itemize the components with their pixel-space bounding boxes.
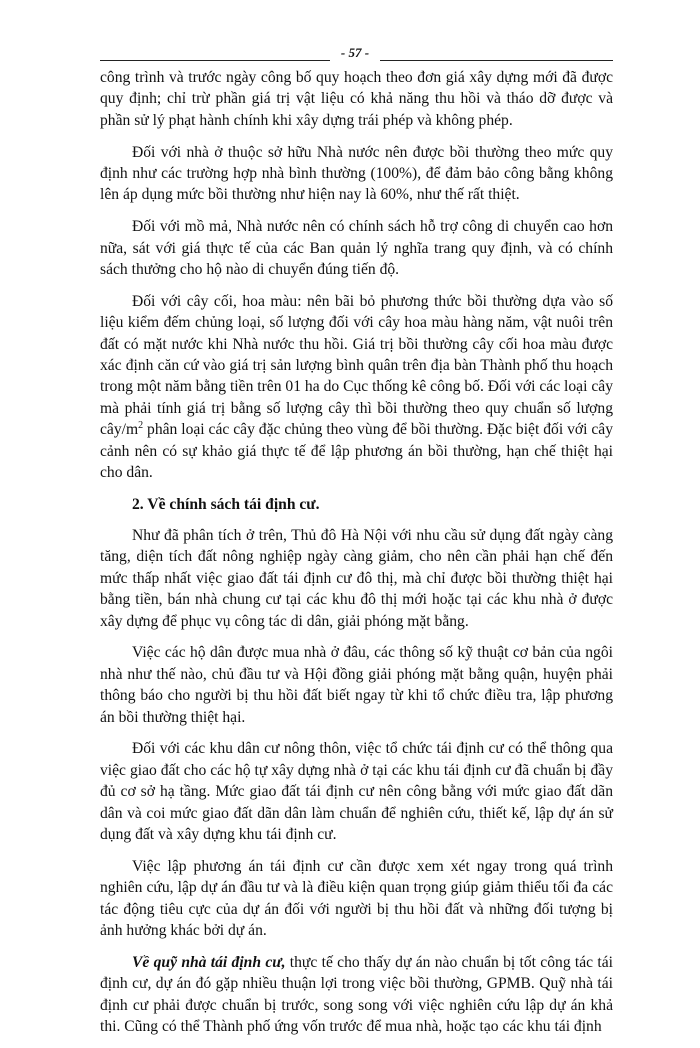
paragraph-3: Đối với mồ mả, Nhà nước nên có chính sách hỗ trợ công di chuyển cao hơn nữa, sát với giá thực tế của các Ban quản lý nghĩa trang quy định, và có chính sách thưởng cho hộ nào di chuyển đúng tiến độ. [100, 218, 613, 279]
paragraph-2: Đối với nhà ở thuộc sở hữu Nhà nước nên được bồi thường theo mức quy định như các trường hợp nhà bình thường (100%), để đảm bảo công bằng không lên áp dụng mức bồi thường như hiện nay là 60%, như thế rất thiệt. [100, 143, 613, 204]
paragraph-9 [100, 952, 613, 1038]
paragraph-4 [100, 291, 613, 484]
page-number: - 57 - [330, 42, 380, 63]
paragraph-5: Như đã phân tích ở trên, Thủ đô Hà Nội với nhu cầu sử dụng đất ngày càng tăng, diện tích đất nông nghiệp ngày càng giảm, cho nên cần phải hạn chế đến mức thấp nhất việc giao đất tái định cư đô thị, mà chỉ được bồi thường thiệt hại bằng tiền, bán nhà chung cư tại các khu đô thị mới hoặc tại các khu nhà ở được xây dựng để phục vụ công tác di dân, giải phóng mặt bằng. [100, 526, 613, 630]
superscript-2: 2 [138, 420, 144, 432]
section-heading: 2. Về chính sách tái định cư. [132, 495, 320, 513]
paragraph-8: Việc lập phương án tái định cư cần được xem xét ngay trong quá trình nghiên cứu, lập dự án đầu tư và là điều kiện quan trọng giúp giảm thiểu tối đa các tác động tiêu cực của dự án đối với người bị thu hồi đất và những đối tượng bị ảnh hưởng khác bởi dự án. [100, 857, 613, 939]
paragraph-6: Việc các hộ dân được mua nhà ở đâu, các thông số kỹ thuật cơ bản của ngôi nhà như thế nào, chủ đầu tư và Hội đồng giải phóng mặt bằng quận, huyện phải thông báo cho người bị thu hồi đất biết ngay từ khi tổ chức điều tra, lập phương án bồi thường thiệt hại. [100, 644, 613, 726]
document-body [100, 67, 613, 1048]
paragraph-7: Đối với các khu dân cư nông thôn, việc tổ chức tái định cư có thể thông qua việc giao đất cho các hộ tự xây dựng nhà ở tại các khu tái định cư đã chuẩn bị đầy đủ cơ sở hạ tầng. Mức giao đất tái định cư nên công bằng với mức giao đất dãn dân và coi mức giao đất dãn dân làm chuẩn để nghiên cứu, thiết kế, lập dự án sử dụng đất và xây dựng khu tái định cư. [100, 740, 613, 843]
paragraph-1: công trình và trước ngày công bố quy hoạch theo đơn giá xây dựng mới đã được quy định; chỉ trừ phần giá trị vật liệu có khả năng thu hồi và tháo dỡ được và phần sử lý phạt hành chính khi xây dựng trái phép và không phép. [100, 69, 613, 129]
paragraph-4-text-a: Đối với cây cối, hoa màu: nên bãi bỏ phương thức bồi thường dựa vào số liệu kiểm đếm chủng loại, số lượng đối với cây hoa màu hàng năm, vật nuôi trên đất có mặt nước khi Nhà nước thu hồi. Giá trị bồi thường cây cối hoa màu được xác định căn cứ vào giá trị sản lượng bình quân trên địa bàn Thành phố thu hoạch trong một năm bằng tiền trên 01 ha do Cục thống kê công bố. Đối với các loại cây mà phải tính giá trị bằng số lượng cây thì bồi thường theo quy chuẩn số lượng cây/m [100, 292, 613, 439]
paragraph-4-text-b: phân loại các cây đặc chủng theo vùng để bồi thường. Đặc biệt đối với cây cảnh nên có sự khảo giá thực tế để lập phương án bồi thường, hạn chế thiệt hại cho dân. [100, 421, 613, 482]
paragraph-9-text: thực tế cho thấy dự án nào chuẩn bị tốt công tác tái định cư, dự án đó gặp nhiều thuận lợi trong việc bồi thường, GPMB. Quỹ nhà tái định cư phải được chuẩn bị trước, song song với việc nghiên cứu lập dự án khả thi. Cũng có thể Thành phố ứng vốn trước để mua nhà, hoặc tạo các khu tái định [100, 953, 613, 1035]
paragraph-9-lead: Về quỹ nhà tái định cư, [132, 953, 286, 971]
